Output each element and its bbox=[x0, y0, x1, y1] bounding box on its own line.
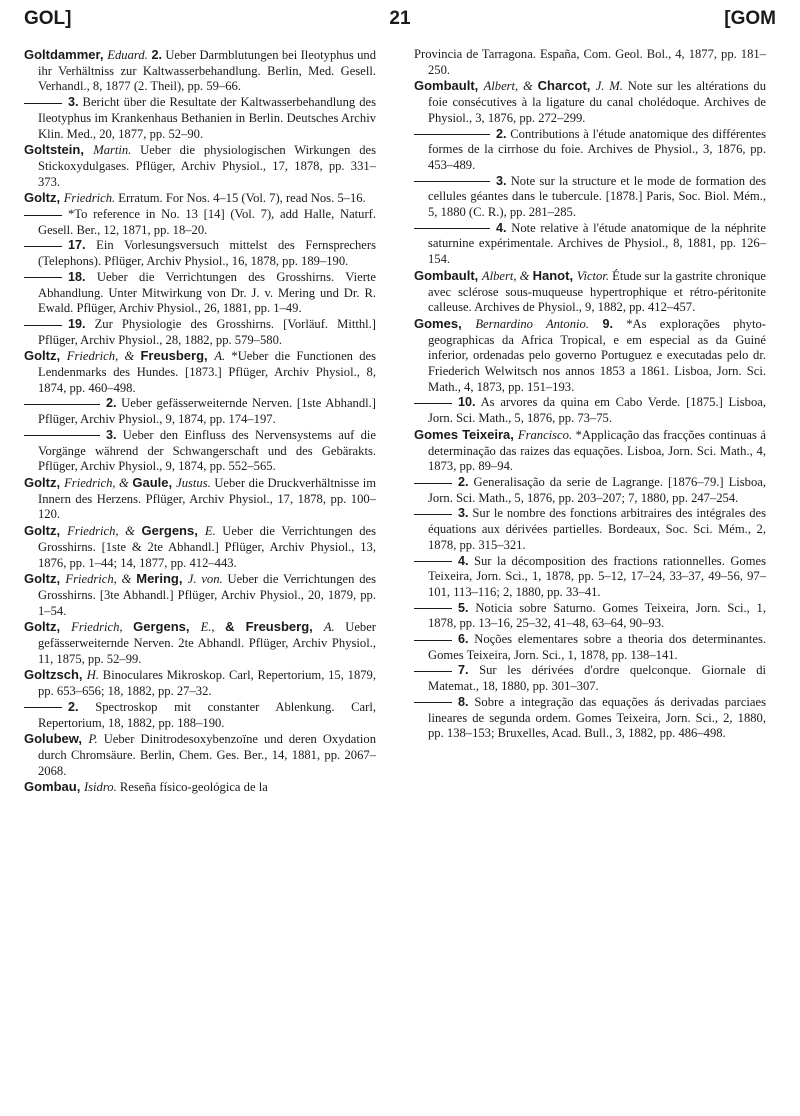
author-forename: Friedrich. bbox=[63, 191, 116, 206]
entry-number: 2. bbox=[147, 48, 162, 62]
entry-text: Provincia de Tarragona. España, Com. Geol. Bol., 4, 1877, pp. 181–250. bbox=[414, 47, 766, 77]
entry-text: Ueber gefässerweiternde Nerven. 2te Abhandl. Pflüger, Archiv Physiol., 11, 1875, pp. 52–99. bbox=[38, 620, 377, 666]
author-name: Goltz, bbox=[24, 474, 65, 490]
entry-text: Ueber gefässerweiternde Nerven. [1ste Abhandl.] Pflüger, Archiv Physiol., 9, 1874, pp. 174–197. bbox=[38, 396, 376, 427]
bibliography-entry bbox=[24, 348, 376, 396]
coauthor-name: Gergens, bbox=[141, 523, 205, 539]
entry-text: Ueber die physiologischen Wirkungen des Stickoxydulgases. Pflüger, Archiv Physiol., 17, 1878, pp. 331–373. bbox=[38, 143, 376, 189]
entry-text: Ueber Darmblutungen bei Ileotyphus und ihr Verhältniss zur Kaltwasserbehandlung. Berlin, Med. Gesell. Verhandl., 8, 1877 (2. Theil), pp. 59–66. bbox=[38, 48, 377, 94]
bibliography-entry bbox=[414, 506, 766, 553]
entry-number: 3. bbox=[458, 506, 469, 521]
entry-number: 3. bbox=[496, 173, 507, 188]
author-name: Goltstein, bbox=[24, 142, 94, 158]
author-forename: Bernardino Antonio. bbox=[475, 316, 589, 331]
ditto-rule bbox=[24, 404, 100, 405]
author-forename: Albert, & bbox=[483, 79, 538, 94]
author-forename: Eduard. bbox=[107, 48, 148, 62]
coauthor-forename: E., bbox=[200, 620, 226, 635]
entry-text: Sur les dérivées d'ordre quelconque. Giornale di Matemat., 18, 1880, pp. 301–307. bbox=[428, 663, 766, 694]
entry-number: 5. bbox=[458, 600, 469, 615]
author-name: Gombau, bbox=[24, 779, 84, 795]
ditto-rule bbox=[414, 483, 452, 484]
author-forename: Friedrich, & bbox=[65, 572, 137, 587]
ditto-rule bbox=[414, 640, 452, 641]
author-name: Gomes, bbox=[414, 315, 476, 331]
bibliography-entry bbox=[414, 127, 766, 174]
entry-text: *Ueber die Functionen des Lendenmarks des Hundes. [1873.] Pflüger, Archiv Physiol., 8, 1874, pp. 460–498. bbox=[38, 349, 376, 395]
author-name: Gomes Teixeira, bbox=[414, 426, 518, 442]
entry-text: Bericht über die Resultate der Kaltwasserbehandlung des Ileotyphus im Krankenhaus Bethanien in Berlin. Deutsches Archiv Klin. Med., 20, 1877, pp. 52–90. bbox=[38, 95, 376, 141]
entry-text: Erratum. For Nos. 4–15 (Vol. 7), read Nos. 5–16. bbox=[115, 191, 366, 206]
author-name: Goltdammer, bbox=[24, 47, 108, 62]
bibliography-entry bbox=[24, 731, 376, 779]
bibliography-entry bbox=[414, 427, 766, 475]
ditto-rule bbox=[414, 514, 452, 515]
bibliography-entry bbox=[24, 95, 376, 142]
author-name: Golubew, bbox=[24, 731, 89, 747]
author-forename: P. bbox=[88, 732, 98, 747]
coauthor-name: Mering, bbox=[136, 571, 188, 587]
entry-text: Étude sur la gastrite chronique avec sclérose sous-muqueuse hypertrophique et rétro-péritonite calleuse. Archives de Physiol., 9, 1882, pp. 412–457. bbox=[428, 268, 767, 315]
bibliography-entry bbox=[24, 47, 376, 95]
coauthor-forename: A. bbox=[323, 620, 335, 635]
author-name: Goltz, bbox=[24, 523, 68, 539]
bibliography-entry bbox=[24, 667, 376, 699]
entry-text: *Applicação das fracções continuas á determinação das raizes das equações. Lisboa, Jorn. Sci. Math., 4, 1873, pp. 89–94. bbox=[428, 427, 767, 474]
bibliography-entry bbox=[414, 475, 766, 506]
entry-text: Noções elementares sobre a theoria dos determinantes. Gomes Teixeira, Jorn. Sci., 1, 1878, pp. 138–141. bbox=[428, 632, 766, 662]
author-forename: Francisco. bbox=[517, 427, 573, 442]
ditto-rule bbox=[414, 181, 490, 182]
running-header bbox=[24, 8, 776, 38]
ditto-rule bbox=[414, 671, 452, 672]
ditto-rule bbox=[24, 277, 62, 278]
bibliography-entry bbox=[24, 428, 376, 475]
entry-number: 9. bbox=[588, 316, 614, 331]
author-name: Goltz, bbox=[24, 619, 72, 635]
bibliography-entry bbox=[414, 47, 766, 78]
coauthor-name: Hanot, bbox=[532, 267, 577, 283]
author-name: Goltz, bbox=[24, 348, 67, 364]
entry-number: 6. bbox=[458, 632, 469, 647]
entry-text: Ueber die Verrichtungen des Grosshirns. [1ste & 2te Abhandl.] Pflüger, Archiv Physiol., 13, 1876, pp. 1–44; 14, 1877, pp. 412–443. bbox=[38, 524, 377, 570]
bibliography-entry bbox=[414, 695, 766, 742]
bibliography-entry bbox=[24, 270, 376, 317]
bibliography-entry bbox=[414, 78, 766, 126]
coauthor-forename: A. bbox=[214, 349, 226, 364]
entry-number: 2. bbox=[458, 474, 469, 489]
entry-text: Ein Vorlesungsversuch mittelst des Fernsprechers (Telephons). Pflüger, Archiv Physiol., 16, 1878, pp. 189–190. bbox=[38, 238, 376, 269]
entry-number: 7. bbox=[458, 663, 469, 678]
bibliography-entry bbox=[24, 190, 376, 207]
coauthor-name: Gaule, bbox=[132, 474, 177, 490]
author-forename: Martin. bbox=[93, 143, 132, 158]
bibliography-entry bbox=[414, 268, 766, 316]
bibliography-entry bbox=[24, 207, 376, 238]
entry-text: Ueber Dinitrodesoxybenzoïne und deren Oxydation durch Chromsäure. Berlin, Chem. Ges. Ber., 14, 1881, pp. 2067–2068. bbox=[38, 732, 376, 778]
author-forename: Friedrich, & bbox=[64, 475, 133, 490]
bibliography-entry bbox=[24, 779, 376, 796]
ditto-rule bbox=[24, 246, 62, 247]
bibliography-entry bbox=[24, 523, 376, 571]
entry-text: Spectroskop mit constanter Ablenkung. Carl, Repertorium, 18, 1882, pp. 188–190. bbox=[38, 699, 376, 730]
entry-text: Contributions à l'étude anatomique des différentes formes de la cirrhose du foie. Archives de Physiol., 3, 1876, pp. 453–489. bbox=[428, 126, 766, 172]
entry-text: Sur la décomposition des fractions rationnelles. Gomes Teixeira, Jorn. Sci., 1, 1878, pp. 5–12, 17–24, 33–37, 49–56, 97–101, 113–116; 2, 1880, pp. 33–41. bbox=[428, 553, 766, 599]
bibliography-entry bbox=[414, 554, 766, 601]
entry-text: Ueber die Verrichtungen des Grosshirns. Vierte Abhandlung. Unter Mitwirkung von Dr. J. v. Mering und Dr. R. Ewald. Pflüger, Archiv Physiol., 26, 1881, pp. 1–49. bbox=[38, 269, 376, 316]
entry-text: Ueber die Druckverhältnisse im Innern des Herzens. Pflüger, Archiv Physiol., 17, 1878, pp. 100–120. bbox=[38, 475, 376, 522]
author-forename: Friedrich, & bbox=[66, 349, 141, 364]
coauthor-name: & Freusberg, bbox=[225, 619, 324, 635]
right-column bbox=[414, 47, 766, 742]
ditto-rule bbox=[24, 215, 62, 216]
author-forename: H. bbox=[86, 668, 100, 683]
ditto-rule bbox=[414, 134, 490, 135]
coauthor-forename: Justus. bbox=[176, 475, 211, 490]
ditto-rule bbox=[414, 561, 452, 562]
entry-number: 2. bbox=[496, 126, 507, 141]
entry-text: As arvores da quina em Cabo Verde. [1875.] Lisboa, Jorn. Sci. Math., 5, 1876, pp. 73–75. bbox=[428, 395, 766, 426]
author-name: Goltz, bbox=[24, 190, 64, 206]
bibliography-entry bbox=[414, 316, 766, 396]
ditto-rule bbox=[414, 702, 452, 703]
coauthor-name: Charcot, bbox=[537, 78, 596, 94]
coauthor-forename: E. bbox=[204, 524, 216, 539]
entry-text: Note sur les altérations du foie consécutives à la ligature du canal cholédoque. Archives de Physiol., 3, 1876, pp. 272–299. bbox=[428, 79, 766, 125]
author-name: Goltz, bbox=[24, 571, 66, 587]
bibliography-entry bbox=[24, 700, 376, 731]
entry-text: *As explorações phyto-geographicas da Africa Tropical, e em especial as da Guiné inferior, ordenadas pelo governo Portuguez e executadas pelo dr. Friederich Welwitsch nos annos 1853 a 1861. Lisboa, Jorn. Sci. Math., 4, 1873, pp. 151–193. bbox=[428, 316, 766, 394]
bibliography-entry bbox=[414, 663, 766, 694]
author-name: Gombault, bbox=[414, 78, 484, 94]
entry-text: Noticia sobre Saturno. Gomes Teixeira, Jorn. Sci., 1, 1878, pp. 13–16, 25–32, 41–48, 63–64, 90–93. bbox=[428, 600, 766, 631]
entry-number: 3. bbox=[106, 427, 117, 442]
coauthor-name: Gergens, bbox=[133, 619, 201, 635]
entry-text: Note sur la structure et le mode de formation des cellules géantes dans le tubercule. [1878.] Paris, Soc. Biol. Mém., 5, 1880 (C. R.), pp. 281–285. bbox=[428, 173, 766, 220]
entry-number: 3. bbox=[68, 95, 79, 110]
author-forename: Friedrich, bbox=[71, 620, 134, 635]
entry-number: 2. bbox=[68, 699, 79, 714]
bibliography-entry bbox=[414, 221, 766, 268]
entry-number: 8. bbox=[458, 694, 469, 709]
entry-number: 17. bbox=[68, 238, 86, 253]
bibliography-entry bbox=[414, 395, 766, 426]
coauthor-name: Freusberg, bbox=[140, 348, 215, 364]
bibliography-entry bbox=[24, 142, 376, 190]
entry-number: 2. bbox=[106, 396, 117, 411]
ditto-rule bbox=[24, 707, 62, 708]
entry-number: 4. bbox=[496, 220, 507, 235]
bibliography-entry bbox=[24, 619, 376, 667]
ditto-rule bbox=[24, 103, 62, 104]
bibliography-entry bbox=[24, 571, 376, 619]
entry-text: Binoculares Mikroskop. Carl, Repertorium, 15, 1879, pp. 653–656; 18, 1882, pp. 27–32. bbox=[38, 668, 376, 699]
ditto-rule bbox=[24, 325, 62, 326]
bibliography-entry bbox=[414, 632, 766, 663]
ditto-rule bbox=[24, 435, 100, 436]
entry-text: Generalisação da serie de Lagrange. [1876–79.] Lisboa, Jorn. Sci. Math., 5, 1876, pp. 203–207; 7, 1880, pp. 247–254. bbox=[428, 474, 766, 505]
coauthor-forename: J. M. bbox=[595, 79, 623, 94]
entry-number: 18. bbox=[68, 269, 86, 284]
bibliography-entry bbox=[414, 174, 766, 221]
entry-text: Note relative à l'étude anatomique de la néphrite saturnine expérimentale. Archives de Physiol., 8, 1881, pp. 126–154. bbox=[428, 220, 766, 267]
author-forename: Albert, & bbox=[481, 268, 533, 283]
page-number: 21 bbox=[389, 8, 411, 29]
bibliography-entry bbox=[24, 317, 376, 348]
entry-text: Reseña físico-geológica de la bbox=[116, 780, 268, 795]
ditto-rule bbox=[414, 228, 490, 229]
author-forename: Friedrich, & bbox=[67, 524, 142, 539]
bibliography-entry bbox=[24, 475, 376, 523]
entry-text: *To reference in No. 13 [14] (Vol. 7), add Halle, Naturf. Gesell. Ber., 12, 1871, pp. 18–20. bbox=[38, 207, 376, 237]
author-forename: Isidro. bbox=[83, 780, 117, 795]
author-name: Gombault, bbox=[414, 267, 482, 283]
entry-text: Zur Physiologie des Grosshirns. [Vorläuf. Mitthl.] Pflüger, Archiv Physiol., 28, 1882, pp. 579–580. bbox=[38, 316, 376, 347]
entry-number: 4. bbox=[458, 553, 469, 568]
entry-number: 10. bbox=[458, 395, 476, 410]
ditto-rule bbox=[414, 403, 452, 404]
coauthor-forename: Victor. bbox=[576, 268, 609, 283]
entry-text: Sur le nombre des fonctions arbitraires des intégrales des équations aux dérivées partielles. Bordeaux, Soc. Sci. Mém., 2, 1878, pp. 315–321. bbox=[428, 506, 766, 552]
left-column bbox=[24, 47, 376, 796]
entry-text: Ueber die Verrichtungen des Grosshirns. [3te Abhandl.] Pflüger, Archiv Physiol., 20, 1879, pp. 1–54. bbox=[38, 572, 376, 618]
bibliography-entry bbox=[414, 601, 766, 632]
header-right-range: [GOM bbox=[724, 8, 776, 29]
entry-number: 19. bbox=[68, 316, 86, 331]
coauthor-forename: J. von. bbox=[187, 572, 223, 587]
header-left-range: GOL] bbox=[24, 8, 72, 29]
author-name: Goltzsch, bbox=[24, 667, 87, 683]
bibliography-entry bbox=[24, 396, 376, 427]
bibliography-entry bbox=[24, 238, 376, 269]
entry-text: Sobre a integração das equações ás derivadas parciaes lineares de segunda ordem. Gomes Teixeira, Jorn. Sci., 2, 1880, pp. 138–153; Bruxelles, Acad. Bull., 3, 1882, pp. 486–498. bbox=[428, 694, 766, 741]
entry-text: Ueber den Einfluss des Nervensystems auf die Vorgänge während der Schwangerschaft und des Gebärakts. Pflüger, Archiv Physiol., 9, 1874, pp. 552–565. bbox=[38, 427, 376, 474]
ditto-rule bbox=[414, 608, 452, 609]
